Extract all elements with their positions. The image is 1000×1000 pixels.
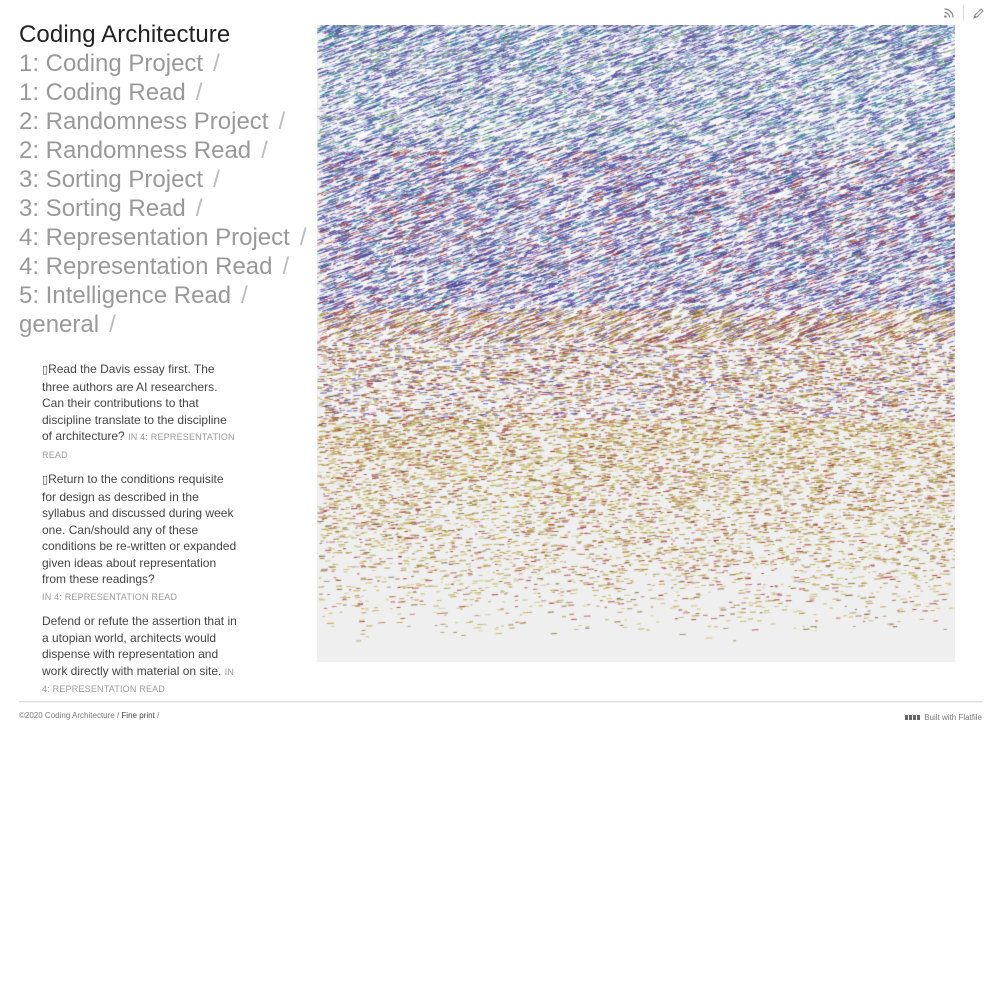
- tools-divider: [963, 5, 964, 21]
- nav-link[interactable]: 5: Intelligence Read: [19, 282, 232, 309]
- site-title[interactable]: Coding Architecture: [19, 21, 231, 48]
- nav-separator: /: [278, 108, 286, 135]
- text-posts: [42, 361, 238, 706]
- nav-link[interactable]: 1: Coding Read: [19, 79, 186, 106]
- nav-link[interactable]: 4: Representation Project: [19, 224, 290, 251]
- nav-link[interactable]: 1: Coding Project: [19, 50, 204, 77]
- nav-link[interactable]: general: [19, 311, 100, 338]
- fine-print-link[interactable]: Fine print: [121, 711, 155, 720]
- nav-separator: /: [213, 50, 220, 77]
- post-category-link[interactable]: IN 4: REPRESENTATION READ: [42, 591, 178, 602]
- nav-item-5-intelligence-read: [19, 281, 307, 310]
- text-post: [42, 471, 238, 605]
- nav-link[interactable]: 2: Randomness Read: [19, 137, 252, 164]
- nav-separator: /: [282, 253, 290, 280]
- built-with-text: Built with Flatfile: [924, 713, 982, 722]
- footer-copyright: [19, 711, 159, 720]
- text-post: [42, 613, 238, 698]
- nav-link[interactable]: 3: Sorting Read: [19, 195, 186, 222]
- nav-item-4-representation-read: [19, 252, 307, 281]
- pencil-icon[interactable]: [970, 6, 986, 20]
- nav-item-2-randomness-project: [19, 107, 307, 136]
- nav-separator: /: [109, 311, 116, 338]
- nav-separator: /: [195, 195, 203, 222]
- nav-separator: /: [195, 79, 203, 106]
- artwork-image[interactable]: [317, 25, 955, 662]
- nav-link[interactable]: 4: Representation Read: [19, 253, 273, 280]
- flatfile-logo-icon: [905, 715, 920, 720]
- missing-glyph-icon: ▯: [42, 363, 49, 376]
- missing-glyph-icon: ▯: [42, 473, 49, 486]
- footer-divider: [19, 701, 982, 703]
- post-category-link[interactable]: IN 4: REPRESENTATION READ: [42, 666, 235, 694]
- post-text: Read the Davis essay first. The three authors are AI researchers. Can their contributions to that discipline translate to the discipline of architecture?: [42, 362, 227, 443]
- nav-separator: /: [241, 282, 248, 309]
- nav-link[interactable]: 3: Sorting Project: [19, 166, 204, 193]
- nav-link[interactable]: 2: Randomness Project: [19, 108, 269, 135]
- nav-item-3-sorting-read: [19, 194, 307, 223]
- nav-separator: /: [213, 166, 220, 193]
- nav-item-2-randomness-read: [19, 136, 307, 165]
- nav-item-3-sorting-project: [19, 165, 307, 194]
- built-with-flatfile-link[interactable]: [905, 713, 982, 722]
- post-text: Return to the conditions requisite for design as described in the syllabus and discussed during week one. Can/should any of these conditions be re-written or expanded given ideas about representation from these readings?: [42, 472, 237, 586]
- generative-artwork-canvas: [317, 25, 955, 662]
- footer-separator: /: [157, 711, 160, 720]
- nav-item-1-coding-read: [19, 78, 307, 107]
- category-nav: [19, 49, 307, 339]
- post-category-link[interactable]: IN 4: REPRESENTATION READ: [42, 432, 235, 460]
- nav-separator: /: [299, 224, 307, 251]
- post-text: Defend or refute the assertion that in a utopian world, architects would dispense with representation and work directly with material on site.: [42, 614, 237, 678]
- top-tools: [941, 6, 986, 20]
- nav-item-general: [19, 310, 307, 339]
- copyright-text: ©2020 Coding Architecture /: [19, 711, 120, 720]
- nav-separator: /: [261, 137, 268, 164]
- nav-item-1-coding-project: [19, 49, 307, 78]
- nav-item-4-representation-project: [19, 223, 307, 252]
- text-post: [42, 361, 238, 463]
- rss-icon[interactable]: [941, 6, 957, 20]
